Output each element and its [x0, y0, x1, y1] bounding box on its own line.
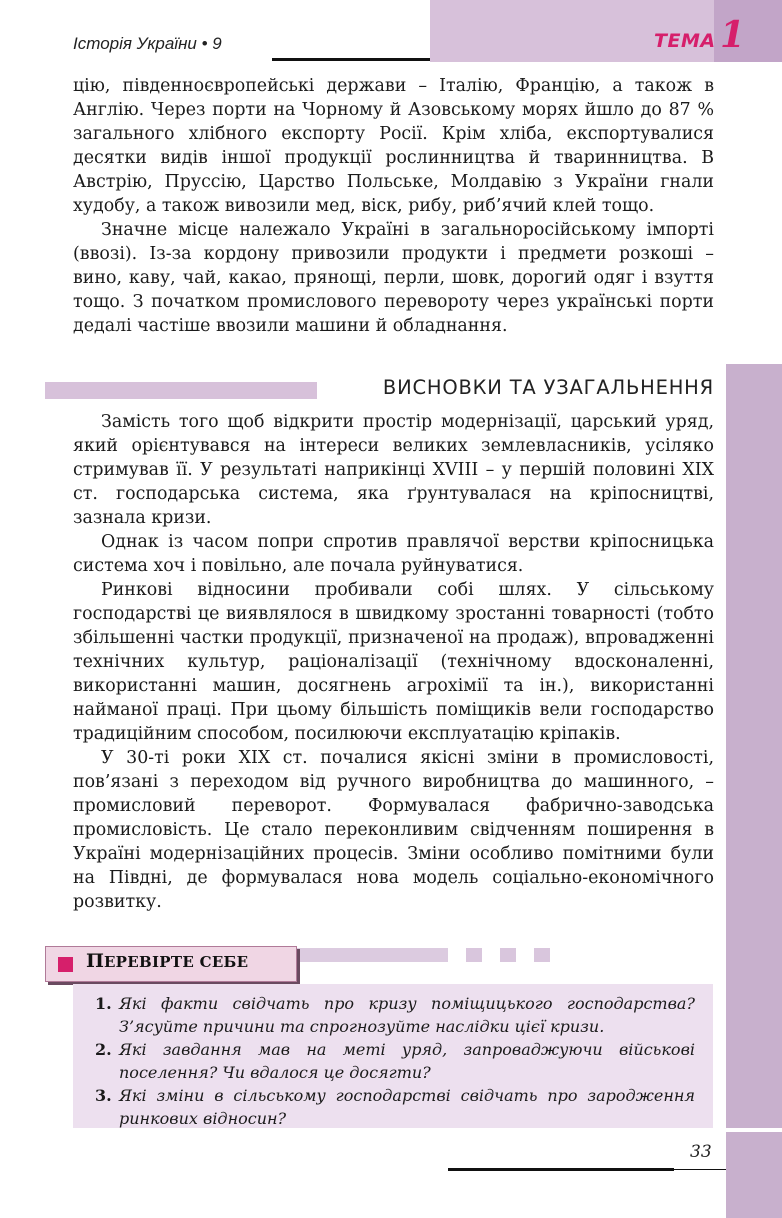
paragraph: Ринкові відносини пробивали собі шлях. У сільському господарстві це виявлялося в швидкому зростанні товарності (тобто збільшенні частки продукції, призначеної на продаж), впровадженні технічних культур, раціоналізації (технічному вдосконаленні, використанні машин, досягнень агрохімії та ін.), використанні найманої праці. При цьому більшість поміщиків вели господарство традиційним способом, посилюючи експлуатацію кріпаків.	[73, 580, 714, 744]
question-item	[95, 1084, 695, 1130]
paragraph: Замість того щоб відкрити простір модернізації, царський уряд, який орієнтувався на інтереси великих землевласників, усіляко стримував її. У результаті наприкінці XVIII – у першій половині XIX ст. господарська система, яка ґрунтувалася на кріпосництві, зазнала кризи.	[73, 412, 714, 528]
square-bullet-icon	[58, 957, 73, 972]
page-number: 33	[690, 1142, 712, 1162]
paragraph: Однак із часом попри спротив правлячої верстви кріпосницька система хоч і повільно, але почала руйнуватися.	[73, 532, 714, 576]
question-text: Які факти свідчать про кризу поміщицького господарства? З’ясуйте причини та спрогнозуйте наслідки цієї кризи.	[119, 994, 695, 1036]
question-number: 1.	[95, 994, 112, 1013]
body-text-conclusions	[73, 410, 714, 914]
question-number: 3.	[95, 1086, 112, 1105]
question-text: Які завдання мав на меті уряд, запроваджуючи військові поселення? Чи вдалося це досягти?	[119, 1040, 695, 1082]
footer-rule-thin	[674, 1169, 726, 1170]
decor-square	[466, 948, 482, 962]
question-item	[95, 992, 695, 1038]
check-yourself-title	[86, 950, 248, 972]
tema-number: 1	[720, 14, 746, 56]
decor-square	[500, 948, 516, 962]
questions-list	[95, 992, 695, 1130]
paragraph: цію, південноєвропейські держави – Італію, Францію, а також в Англію. Через порти на Чорному й Азовському морях йшло до 87 % загального хлібного експорту Росії. Крім хліба, експортувалися десятки видів іншої продукції рослинництва й тваринництва. В Австрію, Пруссію, Царство Польське, Молдавію з України гнали худобу, а також вивозили мед, віск, рибу, риб’ячий клей тощо.	[73, 76, 714, 216]
tema-label: ТЕМА	[654, 30, 716, 52]
side-tab-bottom	[726, 1132, 782, 1218]
section-heading: ВИСНОВКИ ТА УЗАГАЛЬНЕННЯ	[382, 376, 714, 399]
paragraph: У 30-ті роки XIX ст. почалися якісні зміни в промисловості, пов’язані з переходом від ручного виробництва до машинного, – промисловий переворот. Формувалася фабрично-заводська промисловість. Це стало переконливим свідченням поширення в Україні модернізаційних процесів. Зміни особливо помітними були на Півдні, де формувалася нова модель соціально-економічного розвитку.	[73, 748, 714, 912]
paragraph: Значне місце належало Україні в загальноросійському імпорті (ввозі). Із-за кордону привозили продукти і предмети розкоші – вино, каву, чай, какао, прянощі, перли, шовк, дорогий одяг і взуття тощо. З початком промислового перевороту через українські порти дедалі частіше ввозили машини й обладнання.	[73, 220, 714, 336]
question-text: Які зміни в сільському господарстві свідчать про зародження ринкових відносин?	[119, 1086, 695, 1128]
header-rule	[272, 58, 430, 61]
side-tab	[726, 364, 782, 1128]
question-item	[95, 1038, 695, 1084]
question-number: 2.	[95, 1040, 112, 1059]
decor-square	[534, 948, 550, 962]
check-yourself-box	[45, 946, 297, 982]
title-rest: ЕРЕВІРТЕ СЕБЕ	[103, 953, 249, 971]
body-text-top	[73, 74, 714, 338]
footer-rule	[448, 1168, 674, 1171]
title-initial: П	[86, 950, 104, 972]
book-title: Історія України • 9	[73, 34, 222, 53]
section-heading-bar	[45, 382, 317, 399]
check-band	[296, 948, 448, 962]
